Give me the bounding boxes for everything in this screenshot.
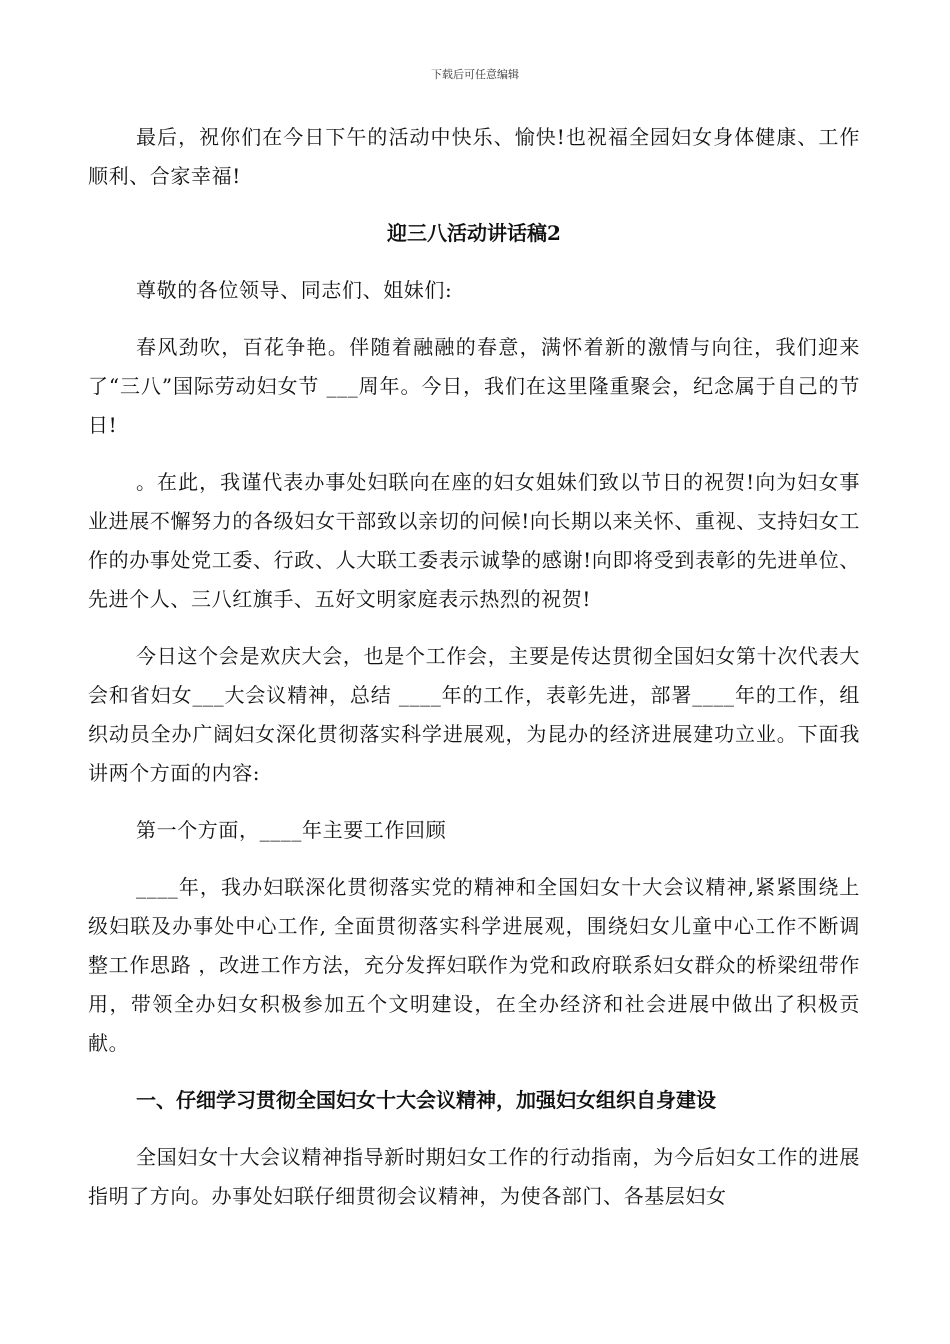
paragraph-2: 。在此，我谨代表办事处妇联向在座的妇女姐妹们致以节日的祝贺!向为妇女事业进展不懈努力的各级妇女干部致以亲切的问候!向长期以来关怀、重视、支持妇女工作的办事处党工委、行政、人大联工委表示诚挚的感谢!向即将受到表彰的先进单位、先进个人、三八红旗手、五好文明家庭表示热烈的祝贺! xyxy=(88,470,860,611)
paragraph-1: 春风劲吹，百花争艳。伴随着融融的春意，满怀着新的激情与向往，我们迎来了“三八”国际劳动妇女节 ___周年。今日，我们在这里隆重聚会，纪念属于自己的节日! xyxy=(88,335,860,437)
greeting-paragraph: 尊敬的各位领导、同志们、姐妹们: xyxy=(136,278,453,302)
section-heading-1: 一、仔细学习贯彻全国妇女十大会议精神，加强妇女组织自身建设 xyxy=(136,1088,716,1112)
paragraph-4: 第一个方面，____年主要工作回顾 xyxy=(136,818,447,842)
document-body xyxy=(88,118,860,1216)
header-note: 下载后可任意编辑 xyxy=(431,68,519,81)
paragraph-3: 今日这个会是欢庆大会，也是个工作会，主要是传达贯彻全国妇女第十次代表大会和省妇女___大会议精神，总结 ____年的工作，表彰先进，部署____年的工作，组织动员全办广阔妇女深化贯彻落实科学进展观，为昆办的经济进展建功立业。下面我讲两个方面的内容: xyxy=(88,644,860,785)
speech-title: 迎三八活动讲话稿2 xyxy=(387,221,561,245)
paragraph-5: ____年，我办妇联深化贯彻落实党的精神和全国妇女十大会议精神,紧紧围绕上级妇联及办事处中心工作, 全面贯彻落实科学进展观，围绕妇女儿童中心工作不断调整工作思路 ，改进工作方法，充分发挥妇联作为党和政府联系妇女群众的桥梁纽带作用，带领全办妇女积极参加五个文明建设，在全办经济和社会进展中做出了积极贡献。 xyxy=(88,875,860,1055)
closing-paragraph: 最后，祝你们在今日下午的活动中快乐、愉快!也祝福全园妇女身体健康、工作顺利、合家幸福! xyxy=(88,125,860,188)
paragraph-6: 全国妇女十大会议精神指导新时期妇女工作的行动指南，为今后妇女工作的进展指明了方向。办事处妇联仔细贯彻会议精神，为使各部门、各基层妇女 xyxy=(88,1145,860,1208)
